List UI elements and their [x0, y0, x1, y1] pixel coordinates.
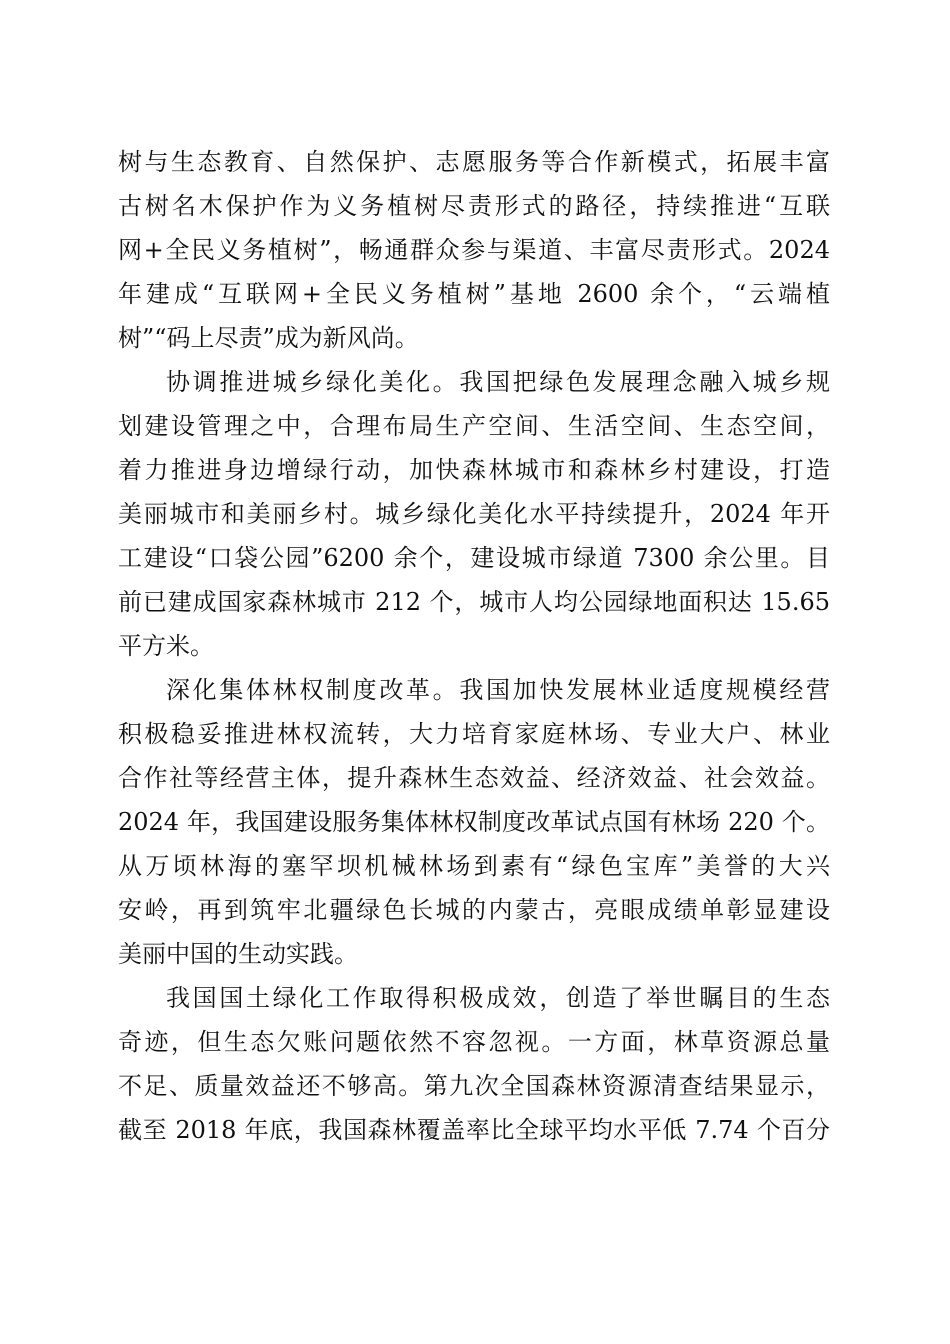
paragraph-urban-rural-greening	[118, 360, 830, 668]
text-line: 2024 年，我国建设服务集体林权制度改革试点国有林场 220 个。	[118, 808, 830, 836]
text-line: 年建成“互联网+全民义务植树”基地 2600 余个，“云端植	[118, 280, 830, 308]
text-line: 我国国土绿化工作取得积极成效，创造了举世瞩目的生态	[166, 984, 830, 1012]
text-line: 安岭，再到筑牢北疆绿色长城的内蒙古，亮眼成绩单彰显建设	[118, 896, 830, 924]
text-line: 合作社等经营主体，提升森林生态效益、经济效益、社会效益。	[118, 764, 830, 792]
text-line: 积极稳妥推进林权流转，大力培育家庭林场、专业大户、林业	[118, 720, 830, 748]
paragraph-forest-tenure-reform	[118, 668, 830, 976]
text-line: 协调推进城乡绿化美化。我国把绿色发展理念融入城乡规	[166, 368, 830, 396]
body-text	[118, 140, 830, 1152]
paragraph-ecological-deficit	[118, 976, 830, 1152]
text-line: 从万顷林海的塞罕坝机械林场到素有“绿色宝库”美誉的大兴	[118, 852, 830, 880]
text-line: 划建设管理之中，合理布局生产空间、生活空间、生态空间，	[118, 412, 830, 440]
text-line: 美丽城市和美丽乡村。城乡绿化美化水平持续提升，2024 年开	[118, 500, 830, 528]
text-line: 平方米。	[118, 632, 214, 660]
text-line: 不足、质量效益还不够高。第九次全国森林资源清查结果显示，	[118, 1072, 830, 1100]
text-line: 前已建成国家森林城市 212 个，城市人均公园绿地面积达 15.65	[118, 588, 830, 616]
text-line: 截至 2018 年底，我国森林覆盖率比全球平均水平低 7.74 个百分	[118, 1116, 830, 1144]
paragraph-intro-continuation	[118, 140, 830, 360]
text-line: 着力推进身边增绿行动，加快森林城市和森林乡村建设，打造	[118, 456, 830, 484]
text-line: 树”“码上尽责”成为新风尚。	[118, 324, 419, 352]
text-line: 树与生态教育、自然保护、志愿服务等合作新模式，拓展丰富	[118, 148, 830, 176]
text-line: 深化集体林权制度改革。我国加快发展林业适度规模经营	[166, 676, 830, 704]
text-line: 美丽中国的生动实践。	[118, 940, 358, 968]
text-line: 网+全民义务植树”，畅通群众参与渠道、丰富尽责形式。2024	[118, 236, 830, 264]
text-line: 奇迹，但生态欠账问题依然不容忽视。一方面，林草资源总量	[118, 1028, 830, 1056]
text-line: 工建设“口袋公园”6200 余个，建设城市绿道 7300 余公里。目	[118, 544, 830, 572]
text-line: 古树名木保护作为义务植树尽责形式的路径，持续推进“互联	[118, 192, 830, 220]
